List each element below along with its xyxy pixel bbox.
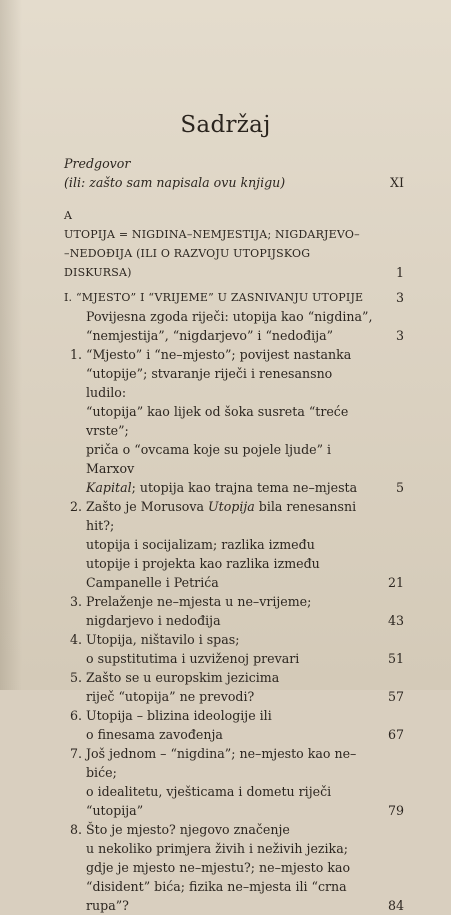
toc-entry-number: 2. xyxy=(70,499,83,514)
toc-entry-8 xyxy=(70,820,404,915)
toc-entry-page: XI xyxy=(390,175,404,190)
toc-entry-part-heading xyxy=(64,225,404,282)
toc-entry-page: 79 xyxy=(387,803,404,818)
toc-entry-page: 57 xyxy=(387,689,404,704)
toc-entry-number: 1. xyxy=(70,347,83,362)
toc-entry-4 xyxy=(70,630,404,668)
toc-entry-6 xyxy=(70,706,404,744)
toc-entry-text-tail: ; utopija kao trajna tema ne–mjesta xyxy=(131,480,358,495)
toc-entry-preface xyxy=(64,154,404,192)
toc-entry-3 xyxy=(70,592,404,630)
toc-entry-page: 1 xyxy=(395,265,404,280)
toc-entry-page: 21 xyxy=(387,575,404,590)
toc-entry-number: 4. xyxy=(70,632,83,647)
toc-entry-text: Povijesna zgoda riječi: utopija kao “nigdina”, “nemjestija”, “nigdarjevo” i “nedođija” xyxy=(86,309,373,343)
toc-entry-text: Prelaženje ne–mjesta u ne–vrijeme; nigdarjevo i nedođija xyxy=(86,594,312,628)
toc-entry-1 xyxy=(70,345,404,497)
toc-entry-text xyxy=(86,497,374,592)
toc-entry-text-main: “Mjesto” i “ne–mjesto”; povijest nastanka “utopije”; stvaranje riječi i renesansno ludilo: “utopija” kao lijek od šoka susreta “treće vrste”; priča o “ovcama koje su pojele ljude” i Marxov xyxy=(86,347,352,476)
toc-entry-7 xyxy=(70,744,404,820)
toc-entry-text-italic: Utopija xyxy=(208,499,255,514)
toc-entry-page: 84 xyxy=(387,898,404,913)
toc-entry-page: 3 xyxy=(395,328,404,343)
toc-entry-number: 8. xyxy=(70,822,83,837)
toc-section-letter xyxy=(64,206,404,225)
toc-entry-text: UTOPIJA = NIGDINA–NEMJESTIJA; NIGDARJEVO– –NEDOĐIJA (ILI O RAZVOJU UTOPIJSKOG DISKURSA) xyxy=(64,228,360,279)
toc-entry-text-italic: Kapital xyxy=(86,480,132,495)
toc-entry-text: Što je mjesto? njegovo značenje u nekoliko primjera živih i neživih jezika; gdje je mjesto ne–mjestu?; ne–mjesto kao “disident” bića; fizika ne–mjesta ili “crna rupa”? xyxy=(86,822,351,913)
toc-entry-text-pre: Zašto je Morusova xyxy=(86,499,209,514)
toc-entry-number: 5. xyxy=(70,670,83,685)
toc-entry-text: I. “MJESTO” I “VRIJEME” U ZASNIVANJU UTOPIJE xyxy=(64,291,364,304)
page-title: Sadržaj xyxy=(180,112,271,138)
toc-entry-chapter-1 xyxy=(64,288,404,307)
table-of-contents xyxy=(64,154,404,915)
toc-entry-text: Još jednom – “nigdina”; ne–mjesto kao ne–biće; o idealitetu, vješticama i dometu riječi “utopija” xyxy=(86,746,357,818)
toc-entry-number: 3. xyxy=(70,594,83,609)
toc-entry-page: 5 xyxy=(395,480,404,495)
toc-entry-text: A xyxy=(64,209,73,222)
toc-entry-number: 6. xyxy=(70,708,83,723)
toc-entry-5 xyxy=(70,668,404,706)
toc-entry-number: 7. xyxy=(70,746,83,761)
toc-entry-text: Zašto se u europskim jezicima riječ “utopija” ne prevodi? xyxy=(86,670,280,704)
toc-entry-2 xyxy=(70,497,404,592)
toc-entry-intro xyxy=(86,307,404,345)
toc-entry-text: Utopija, ništavilo i spas; o supstitutima i uzviženoj prevari xyxy=(86,632,300,666)
toc-entry-page: 3 xyxy=(395,290,404,305)
toc-entry-page: 51 xyxy=(387,651,404,666)
toc-entry-text: Predgovor (ili: zašto sam napisala ovu knjigu) xyxy=(64,156,286,190)
toc-entry-page: 43 xyxy=(387,613,404,628)
toc-entry-text-post: bila renesansni hit?; utopija i socijalizam; razlika između utopije i projekta kao razlika između Campanelle i Petrića xyxy=(86,499,357,590)
toc-entry-page: 67 xyxy=(387,727,404,742)
toc-entry-text xyxy=(86,345,374,497)
toc-entry-text: Utopija – blizina ideologije ili o finesama zavođenja xyxy=(86,708,272,742)
